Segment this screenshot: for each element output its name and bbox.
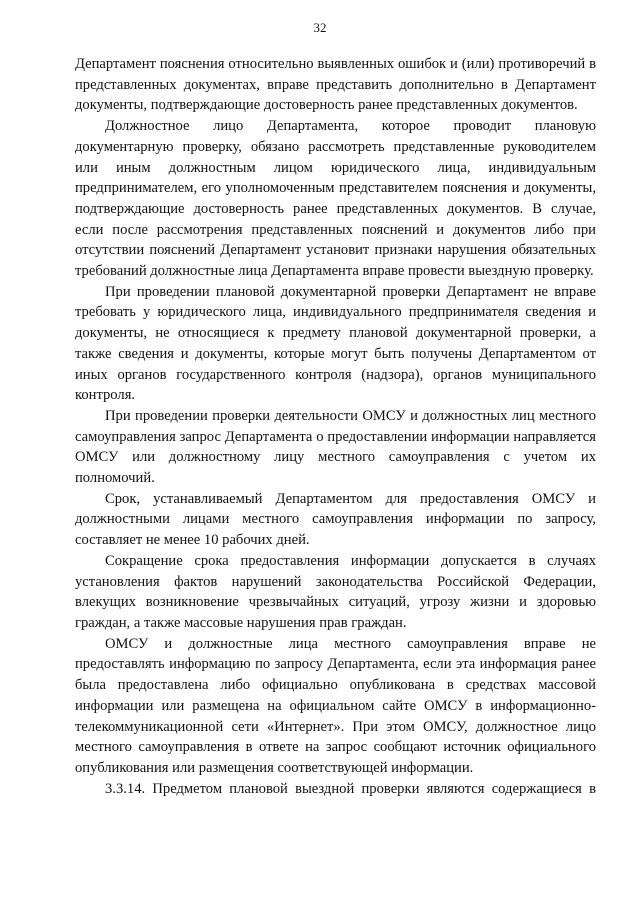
paragraph: Сокращение срока предоставления информации допускается в случаях установления фактов нарушений законодательства Российской Федерации, влекущих возникновение чрезвычайных ситуаций, угрозу жизни и здоровью граждан, а также массовые нарушения прав граждан. xyxy=(75,552,596,631)
paragraph: Департамент пояснения относительно выявленных ошибок и (или) противоречий в представленных документах, вправе представить дополнительно в Департамент документы, подтверждающие достоверность ранее представленных документов. xyxy=(75,56,596,114)
paragraph: Срок, устанавливаемый Департаментом для предоставления ОМСУ и должностными лицами местного самоуправления информации по запросу, составляет не менее 10 рабочих дней. xyxy=(75,490,596,549)
document-body xyxy=(75,54,596,799)
paragraph: ОМСУ и должностные лица местного самоуправления вправе не предоставлять информацию по запросу Департамента, если эта информация ранее была предоставлена либо официально опубликована в средствах массовой информации или размещена на официальном сайте ОМСУ в информационно-телекоммуникационной сети «Интернет». При этом ОМСУ, должностное лицо местного самоуправления в ответе на запрос сообщают источник официального опубликования или размещения соответствующей информации. xyxy=(75,635,596,776)
paragraph: При проведении плановой документарной проверки Департамент не вправе требовать у юридического лица, индивидуального предпринимателя сведения и документы, не относящиеся к предмету плановой документарной проверки, а также сведения и документы, которые могут быть получены Департаментом от иных органов государственного контроля (надзора), органов муниципального контроля. xyxy=(75,283,596,404)
paragraph-continued: 3.3.14. Предметом плановой выездной проверки являются содержащиеся в xyxy=(105,780,596,797)
paragraph: Должностное лицо Департамента, которое проводит плановую документарную проверку, обязано рассмотреть представленные руководителем или иным должностным лицом юридического лица, индивидуальным предпринимателем, его уполномоченным представителем пояснения и документы, подтверждающие достоверность ранее представленных документов. В случае, если после рассмотрения представленных пояснений и документов либо при отсутствии пояснений Департамент установит признаки нарушения обязательных требований должностные лица Департамента вправе провести выездную проверку. xyxy=(75,118,596,280)
page-number: 32 xyxy=(313,20,327,35)
paragraph: При проведении проверки деятельности ОМСУ и должностных лиц местного самоуправления запрос Департамента о предоставлении информации направляется ОМСУ или должностному лицу местного самоуправления с учетом их полномочий. xyxy=(75,407,596,487)
